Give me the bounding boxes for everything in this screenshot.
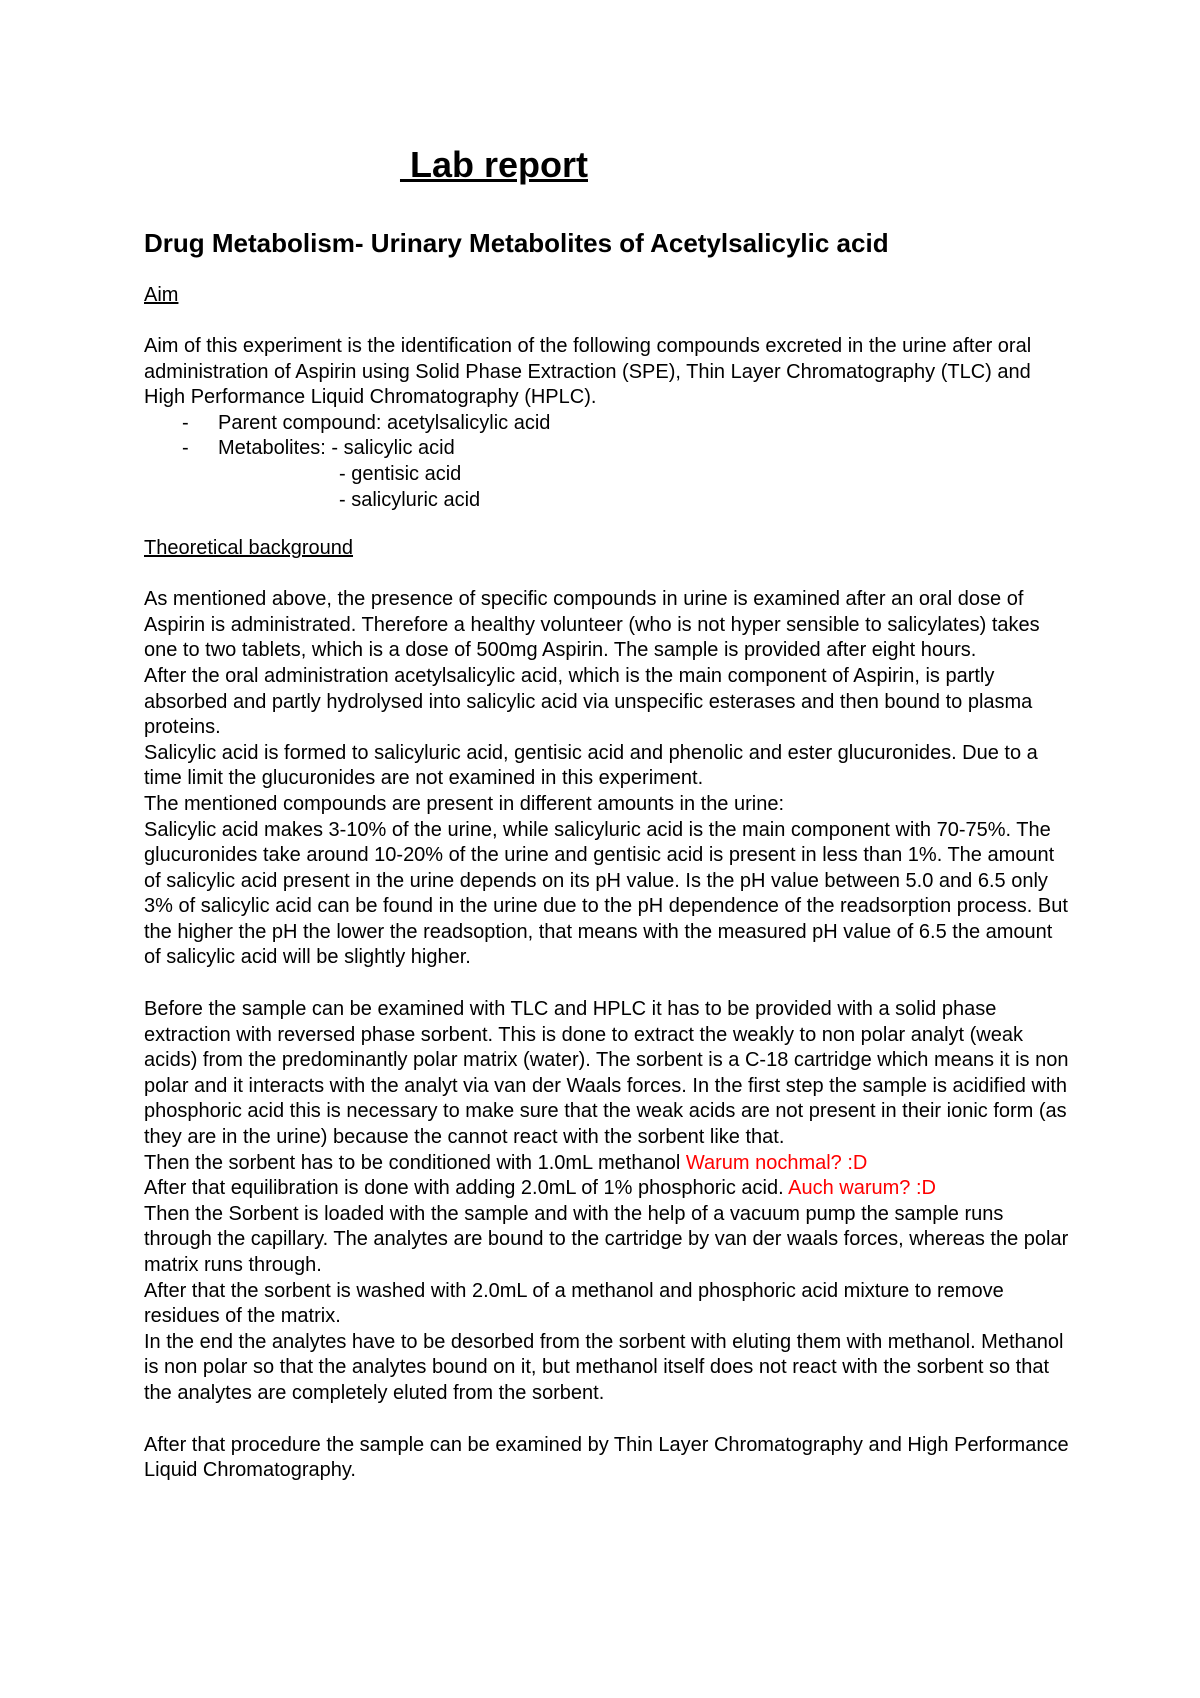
equilibration-text: After that equilibration is done with adding 2.0mL of 1% phosphoric acid. (144, 1177, 789, 1200)
bullet-text: Metabolites: - salicylic acid (218, 437, 455, 460)
washing-paragraph: After that the sorbent is washed with 2.0mL of a methanol and phosphoric acid mixture to remove residues of the matrix. (144, 1279, 1004, 1328)
background-paragraph-1: As mentioned above, the presence of specific compounds in urine is examined after an oral dose of Aspirin is administrated. Therefore a healthy volunteer (who is not hyper sensible to salicylates) takes one to two tablets, which is a dose of 500mg Aspirin. The sample is provided after eight hours. (144, 588, 1040, 662)
bullet-dash: - (182, 437, 189, 460)
conditioning-note: Warum nochmal? :D (685, 1151, 868, 1174)
spe-intro-paragraph: Before the sample can be examined with TLC and HPLC it has to be provided with a solid phase extraction with reversed phase sorbent. This is done to extract the weakly to non polar analyt (weak acids) from the predominantly polar matrix (water). The sorbent is a C-18 cartridge which means it is non polar and it interacts with the analyt via van der Waals forces. In the first step the sample is acidified with phosphoric acid this is necessary to make sure that the weak acids are not present in their ionic form (as they are in the urine) because the cannot react with the sorbent like that. (144, 998, 1069, 1149)
background-paragraph-4: The mentioned compounds are present in different amounts in the urine: (144, 792, 785, 815)
closing-paragraph: After that procedure the sample can be examined by Thin Layer Chromatography and High Performance Liquid Chromatography. (144, 1433, 1069, 1482)
page-title: Lab report (399, 144, 588, 185)
bullet-metabolites (144, 436, 1074, 462)
bullet-text: Parent compound: acetylsalicylic acid (218, 411, 551, 434)
aim-intro: Aim of this experiment is the identification of the following compounds excreted in the urine after oral administration of Aspirin using Solid Phase Extraction (SPE), Thin Layer Chromatography (TLC) and High Performance Liquid Chromatography (HPLC). (144, 335, 1032, 409)
loading-paragraph: Then the Sorbent is loaded with the sample and with the help of a vacuum pump the sample runs through the capillary. The analytes are bound to the cartridge by van der waals forces, whereas the polar matrix runs through. (144, 1202, 1069, 1276)
conditioning-paragraph (144, 1151, 1074, 1177)
aim-bullet-list (144, 411, 1074, 462)
equilibration-note: Auch warum? :D (788, 1177, 936, 1200)
metabolite-salicyluric-acid: - salicyluric acid (339, 488, 481, 511)
background-paragraph-3: Salicylic acid is formed to salicyluric acid, gentisic acid and phenolic and ester glucuronides. Due to a time limit the glucuronides are not examined in this experiment. (144, 741, 1038, 790)
equilibration-paragraph (144, 1176, 1074, 1202)
conditioning-text: Then the sorbent has to be conditioned with 1.0mL methanol (144, 1151, 686, 1174)
bullet-dash: - (182, 411, 189, 434)
aim-heading: Aim (144, 284, 179, 306)
document-page (144, 140, 1074, 1484)
bullet-parent-compound (144, 411, 1074, 437)
background-paragraph-2: After the oral administration acetylsalicylic acid, which is the main component of Aspirin, is partly absorbed and partly hydrolysed into salicylic acid via unspecific esterases and then bound to plasma proteins. (144, 664, 1033, 739)
background-heading: Theoretical background (144, 537, 354, 560)
background-paragraph-5: Salicylic acid makes 3-10% of the urine, while salicyluric acid is the main component with 70-75%. The glucuronides take around 10-20% of the urine and gentisic acid is present in less than 1%. The amount of salicylic acid present in the urine depends on its pH value. Is the pH value between 5.0 and 6.5 only 3% of salicylic acid can be found in the urine due to the pH dependence of the readsorption process. But the higher the pH the lower the readsoption, that means with the measured pH value of 6.5 the amount of salicylic acid will be slightly higher. (144, 818, 1068, 969)
document-subtitle: Drug Metabolism- Urinary Metabolites of Acetylsalicylic acid (144, 228, 889, 258)
eluting-paragraph: In the end the analytes have to be desorbed from the sorbent with eluting them with methanol. Methanol is non polar so that the analytes bound on it, but methanol itself does not react with the sorbent so that the analytes are completely eluted from the sorbent. (144, 1330, 1064, 1404)
metabolite-gentisic-acid: - gentisic acid (339, 462, 462, 485)
